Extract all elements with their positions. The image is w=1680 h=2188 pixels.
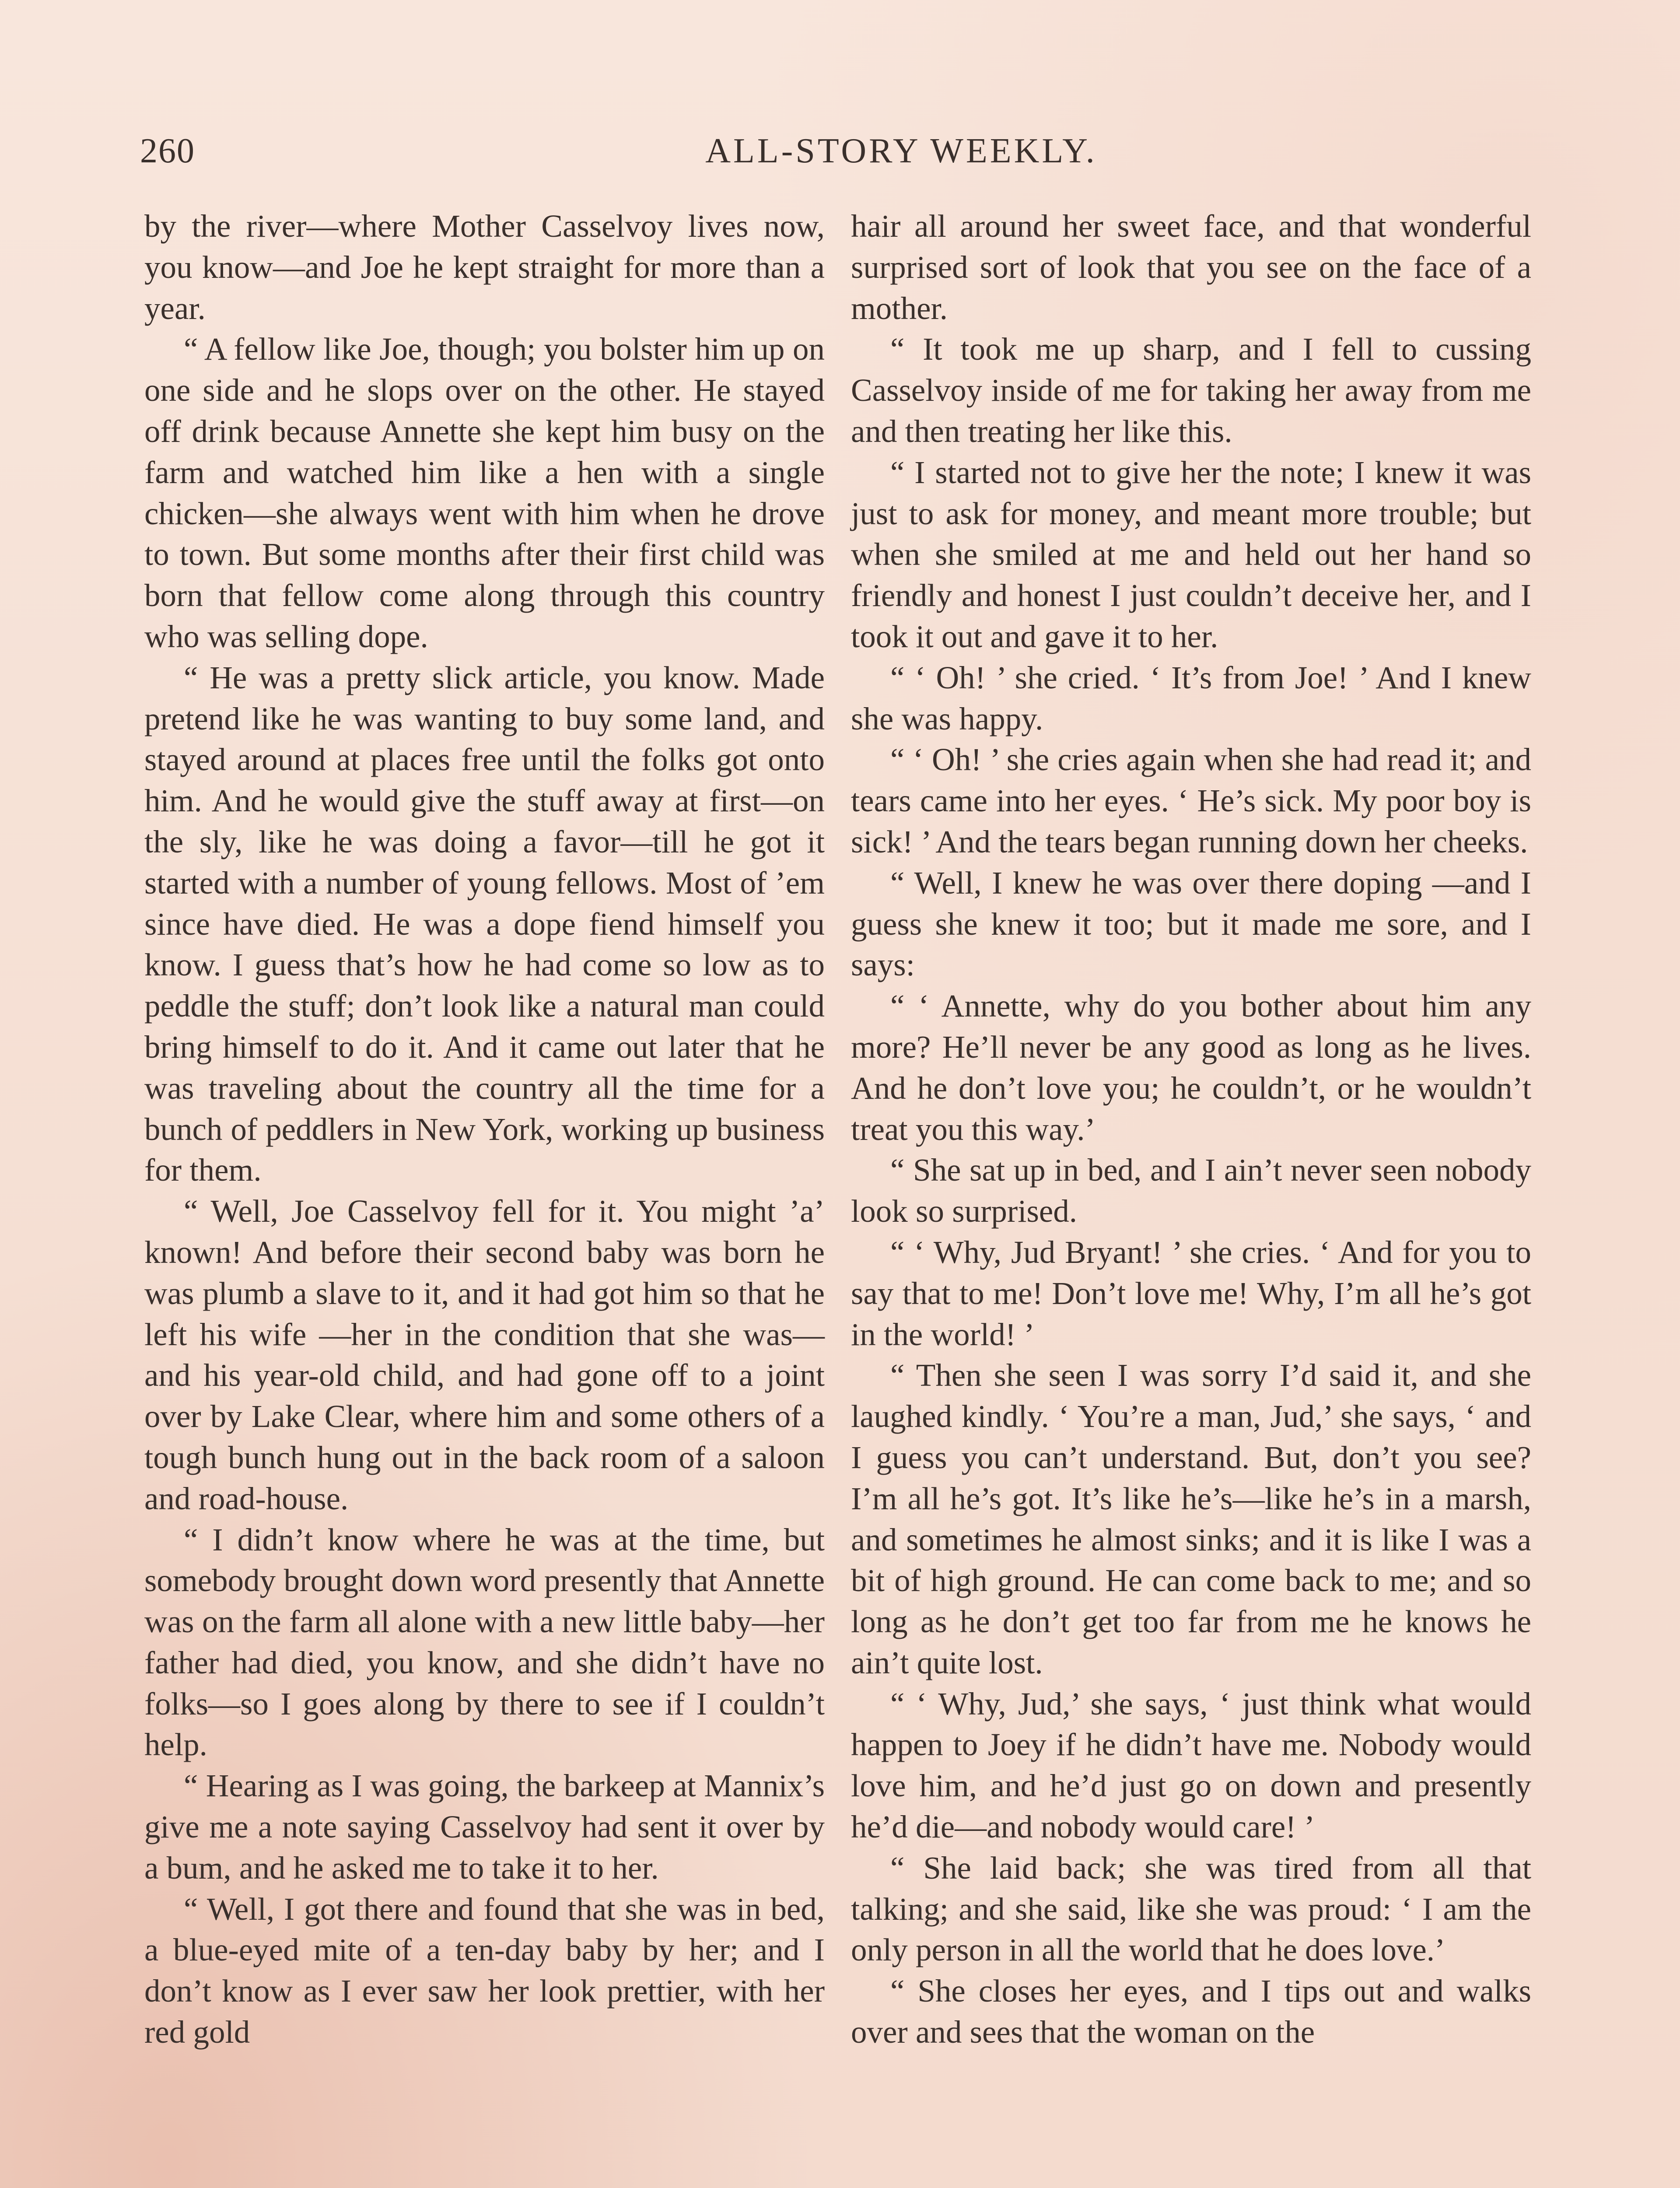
page-header [140,131,1531,179]
paragraph: “ ‘ Oh! ’ she cried. ‘ It’s from Joe! ’ And I knew she was happy. [851,659,1531,736]
paragraph: “ She closes her eyes, and I tips out and walks over and sees that the woman on the [851,1973,1531,2050]
paragraph: “ She laid back; she was tired from all that talking; and she said, like she was proud: ‘ I am the only person in all the world that he does love.’ [851,1850,1531,1968]
paragraph: “ Well, I knew he was over there doping —and I guess she knew it too; but it made me sore, and I says: [851,865,1531,983]
paragraph: “ ‘ Why, Jud,’ she says, ‘ just think what would happen to Joey if he didn’t have me. Nobody would love him, and he’d just go on down and presently he’d die—and nobody would care! ’ [851,1686,1531,1845]
paragraph: by the river—where Mother Casselvoy lives now, you know—and Joe he kept straight for more than a year. [144,208,825,326]
paragraph: “ Then she seen I was sorry I’d said it, and she laughed kindly. ‘ You’re a man, Jud,’ she says, ‘ and I guess you can’t understand. But, don’t you see? I’m all he’s got. It’s like he’s—like he’s in a marsh, and sometimes he almost sinks; and it is like I was a bit of high ground. He can come back to me; and so long as he don’t get too far from me he knows he ain’t quite lost. [851,1357,1531,1680]
paragraph: “ I started not to give her the note; I knew it was just to ask for money, and meant more trouble; but when she smiled at me and held out her hand so friendly and honest I just couldn’t deceive her, and I took it out and gave it to her. [851,454,1531,654]
paragraph: “ Well, Joe Casselvoy fell for it. You might ’a’ known! And before their second baby was born he was plumb a slave to it, and it had got him so that he left his wife —her in the condition that she was—and his year-old child, and had gone off to a joint over by Lake Clear, where him and some others of a tough bunch hung out in the back room of a saloon and road-house. [144,1193,825,1516]
paragraph: “ She sat up in bed, and I ain’t never seen nobody look so surprised. [851,1152,1531,1229]
paragraph: “ ‘ Oh! ’ she cries again when she had read it; and tears came into her eyes. ‘ He’s sick. My poor boy is sick! ’ And the tears began running down her cheeks. [851,742,1531,859]
page-number: 260 [140,132,195,170]
paragraph: hair all around her sweet face, and that wonderful surprised sort of look that you see on the face of a mother. [851,208,1531,326]
paragraph: “ ‘ Annette, why do you bother about him any more? He’ll never be any good as long as he lives. And he don’t love you; he couldn’t, or he wouldn’t treat you this way.’ [851,988,1531,1147]
paragraph: “ Well, I got there and found that she was in bed, a blue-eyed mite of a ten-day baby by her; and I don’t know as I ever saw her look prettier, with her red gold [144,1891,825,2050]
paragraph: “ Hearing as I was going, the barkeep at Mannix’s give me a note saying Casselvoy had sent it over by a bum, and he asked me to take it to her. [144,1768,825,1886]
right-column [851,206,1531,2053]
running-title: ALL-STORY WEEKLY. [705,132,1097,170]
left-column [144,206,825,2053]
paragraph: “ ‘ Why, Jud Bryant! ’ she cries. ‘ And for you to say that to me! Don’t love me! Why, I’m all he’s got in the world! ’ [851,1234,1531,1352]
paragraph: “ I didn’t know where he was at the time, but somebody brought down word presently that Annette was on the farm all alone with a new little baby—her father had died, you know, and she didn’t have no folks—so I goes along by there to see if I couldn’t help. [144,1522,825,1763]
paragraph: “ He was a pretty slick article, you know. Made pretend like he was wanting to buy some land, and stayed around at places free until the folks got onto him. And he would give the stuff away at first—on the sly, like he was doing a favor—till he got it started with a number of young fellows. Most of ’em since have died. He was a dope fiend himself you know. I guess that’s how he had come so low as to peddle the stuff; don’t look like a natural man could bring himself to do it. And it came out later that he was traveling about the country all the time for a bunch of peddlers in New York, working up business for them. [144,659,825,1188]
paragraph: “ A fellow like Joe, though; you bolster him up on one side and he slops over on the other. He stayed off drink because Annette she kept him busy on the farm and watched him like a hen with a single chicken—she always went with him when he drove to town. But some months after their first child was born that fellow come along through this country who was selling dope. [144,331,825,654]
paragraph: “ It took me up sharp, and I fell to cussing Casselvoy inside of me for taking her away from me and then treating her like this. [851,331,1531,449]
